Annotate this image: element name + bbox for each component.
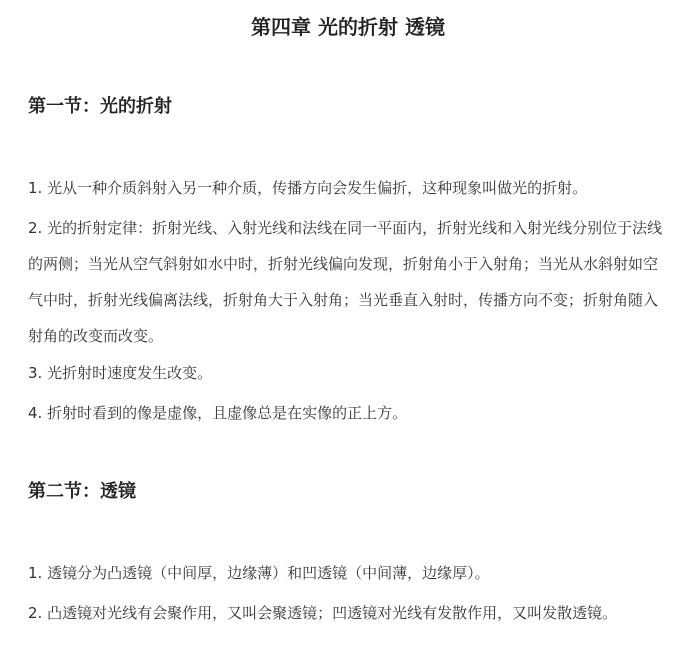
- list-item: 1. 透镜分为凸透镜（中间厚，边缘薄）和凹透镜（中间薄，边缘厚）。: [28, 564, 490, 582]
- list-item: 2. 光的折射定律：折射光线、入射光线和法线在同一平面内，折射光线和入射光线分别位于法线的两侧；当光从空气斜射如水中时，折射光线偏向发现，折射角小于入射角；当光从水斜射如空气中时，折射光线偏离法线，折射角大于入射角；当光垂直入射时，传播方向不变；折射角随入射角的改变而改变。: [28, 219, 663, 345]
- list-item: 4. 折射时看到的像是虚像，且虚像总是在实像的正上方。: [28, 404, 408, 422]
- list-item: 2. 凸透镜对光线有会聚作用，又叫会聚透镜；凹透镜对光线有发散作用，又叫发散透镜。: [28, 604, 618, 622]
- section-heading-refraction: 第一节：光的折射: [28, 96, 172, 117]
- chapter-title: 第四章 光的折射 透镜: [251, 15, 445, 39]
- section-heading-lens: 第二节：透镜: [28, 481, 136, 502]
- list-item: 1. 光从一种介质斜射入另一种介质，传播方向会发生偏折，这种现象叫做光的折射。: [28, 179, 588, 197]
- list-item: 3. 光折射时速度发生改变。: [28, 364, 213, 382]
